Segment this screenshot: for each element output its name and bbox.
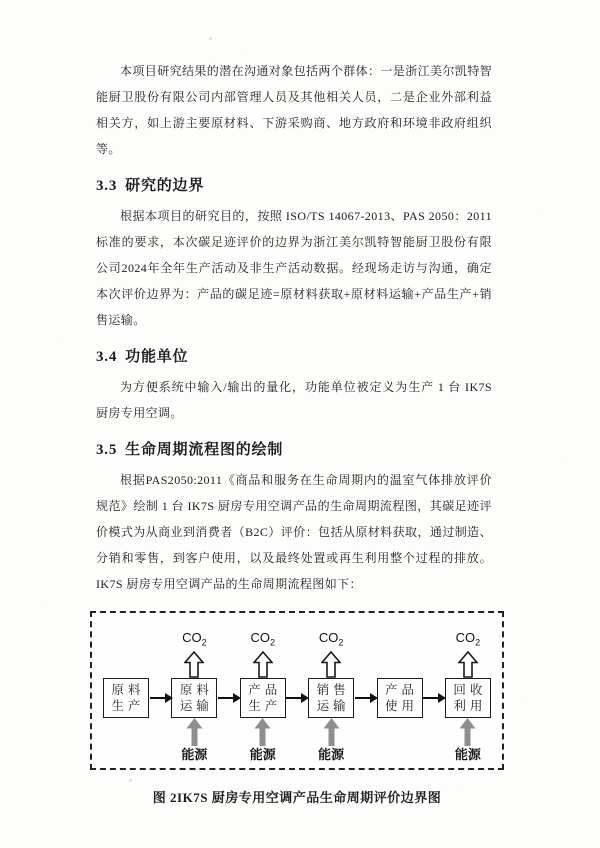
energy-arrow-icon (323, 718, 340, 746)
stage-label-line: 原料 (111, 683, 145, 697)
section-heading-3-4 (96, 345, 492, 366)
stage-box (240, 678, 286, 718)
stage-label-line: 使用 (384, 699, 418, 713)
section-title: 功能单位 (125, 349, 189, 365)
section-heading-3-3 (96, 174, 492, 195)
stage-label-line: 生产 (111, 699, 145, 713)
section-title: 研究的边界 (125, 178, 205, 194)
section-number: 3.3 (96, 178, 118, 194)
energy-label: 能源 (318, 747, 345, 762)
stage-box (171, 678, 217, 718)
stage-box (445, 678, 491, 718)
stage-box (377, 678, 423, 718)
section-title: 生命周期流程图的绘制 (125, 442, 284, 458)
energy-label: 能源 (181, 747, 208, 762)
energy-label: 能源 (249, 747, 276, 762)
section-3-3-paragraph: 根据本项目的研究目的，按照 ISO/TS 14067-2013、PAS 2050：2011 标准的要求，本次碳足迹评价的边界为浙江美尔凯特智能厨卫股份有限公司2024年全年生产活动及非生产活动数据。经现场走访与沟通，确定本次评价边界为：产品的碳足迹=原材料获取+原材料运输+产品生产+销售运输。 (96, 209, 492, 327)
intro-paragraph: 本项目研究结果的潜在沟通对象包括两个群体：一是浙江美尔凯特智能厨卫股份有限公司内部管理人员及其他相关人员，二是企业外部利益相关方，如上游主要原材料、下游采购商、地方政府和环境非政府组织等。 (96, 64, 493, 156)
stage-column-product-use (377, 622, 423, 764)
stage-box (103, 678, 149, 718)
stage-label-line: 回收 (453, 683, 487, 697)
stage-column-sales-transport (308, 622, 354, 764)
flow-arrow-icon (218, 697, 239, 699)
co2-arrow-icon (184, 651, 204, 678)
co2-label: $CO_2$ (182, 630, 207, 648)
section-3-4-paragraph: 为方便系统中输入/输出的量化，功能单位被定义为生产 1 台 IK7S 厨房专用空调。 (96, 380, 492, 420)
section-3-5-paragraph: 根据PAS2050:2011《商品和服务在生命周期内的温室气体排放评价规范》绘制 1 台 IK7S 厨房专用空调产品的生命周期流程图，其碳足迹评价模式为从商业到消费者（B2C）评价：包括从原材料获取，通过制造、分销和零售，到客户使用，以及最终处置或再生利用整个过程的排放。IK7S 厨房专用空调产品的生命周期流程图如下： (96, 473, 492, 591)
flow-arrow-icon (286, 697, 307, 699)
flow-arrow-icon (150, 697, 171, 699)
stage-label-line: 利用 (453, 699, 487, 713)
section-number: 3.5 (96, 442, 118, 458)
stage-label-line: 原料 (179, 683, 213, 697)
stage-label-line: 运输 (179, 699, 213, 713)
flow-arrow-icon (355, 697, 376, 699)
stage-column-recycling (445, 622, 491, 764)
energy-arrow-icon (254, 718, 271, 746)
stage-label-line: 产品 (384, 683, 418, 697)
co2-label: $CO_2$ (250, 630, 275, 648)
energy-arrow-icon (459, 718, 476, 746)
lifecycle-diagram (90, 611, 504, 770)
stage-column-raw-material-transport (171, 622, 217, 764)
co2-arrow-icon (321, 651, 341, 678)
co2-arrow-icon (253, 651, 273, 678)
stage-column-raw-material-production (103, 622, 149, 764)
co2-arrow-icon (458, 651, 478, 678)
stage-label-line: 生产 (248, 699, 282, 713)
stage-label-line: 产品 (248, 683, 282, 697)
section-number: 3.4 (96, 349, 118, 365)
stage-column-product-production (240, 622, 286, 764)
energy-label: 能源 (454, 747, 481, 762)
figure-caption: 图 2IK7S 厨房专用空调产品生命周期评价边界图 (152, 790, 442, 805)
stage-box (308, 678, 354, 718)
co2-label: $CO_2$ (455, 630, 481, 648)
energy-arrow-icon (186, 718, 203, 746)
section-heading-3-5 (96, 438, 492, 459)
co2-label: $CO_2$ (318, 630, 344, 648)
stage-label-line: 运输 (316, 699, 350, 713)
flow-arrow-icon (423, 697, 444, 699)
stage-label-line: 销售 (316, 683, 350, 697)
